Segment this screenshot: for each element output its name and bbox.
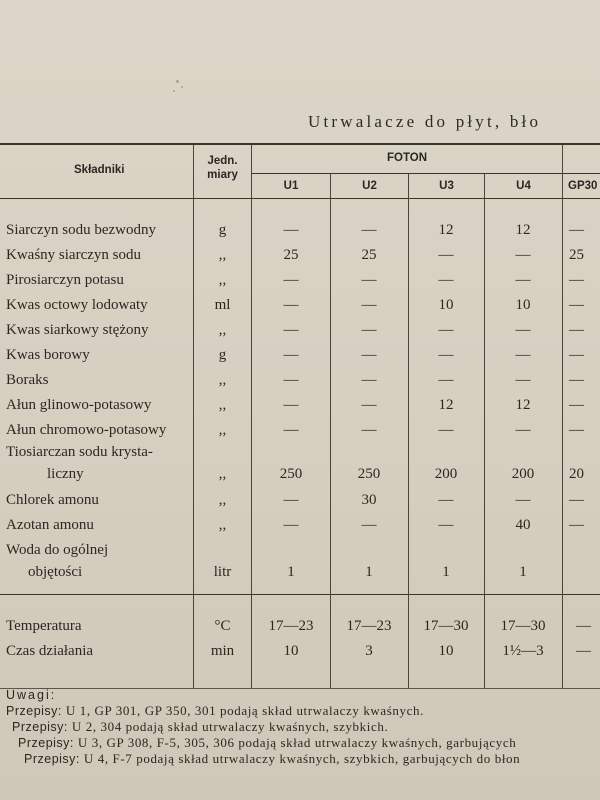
value-cell: 10 xyxy=(438,643,454,659)
value-cell: — xyxy=(438,492,454,508)
value-cell: — xyxy=(283,272,299,288)
header-col-u1: U1 xyxy=(283,180,299,192)
note-line xyxy=(6,703,520,719)
value-cell: — xyxy=(438,422,454,438)
note-label: Przepisy: xyxy=(12,720,68,734)
header-unit-line2: miary xyxy=(207,169,238,181)
value-cell: 10 xyxy=(515,297,531,313)
ingredient-name: liczny xyxy=(47,466,84,482)
note-label: Przepisy: xyxy=(18,736,74,750)
value-cell: — xyxy=(283,517,299,533)
unit-cell: °C xyxy=(214,618,231,634)
value-cell: 17—30 xyxy=(500,618,546,634)
note-label: Przepisy: xyxy=(24,752,80,766)
ingredient-name: Chlorek amonu xyxy=(6,492,99,508)
value-cell: 25 xyxy=(569,247,584,263)
value-cell: 12 xyxy=(515,222,531,238)
note-text: U 4, F-7 podają skład utrwalaczy kwaśnych, szybkich, garbujących do błon xyxy=(83,751,521,766)
unit-cell: litr xyxy=(213,564,232,580)
unit-cell: ,, xyxy=(218,466,227,482)
value-cell: — xyxy=(283,347,299,363)
value-cell: — xyxy=(361,297,377,313)
header-skladniki: Składniki xyxy=(74,164,125,176)
value-cell: — xyxy=(569,397,584,413)
header-col-u3: U3 xyxy=(439,180,454,192)
value-cell: — xyxy=(361,422,377,438)
unit-cell: ,, xyxy=(218,422,227,438)
unit-cell: ,, xyxy=(218,492,227,508)
column-divider xyxy=(562,145,563,688)
value-cell: 200 xyxy=(511,466,535,482)
column-divider xyxy=(251,145,252,688)
value-cell: 20 xyxy=(569,466,584,482)
notes-lines xyxy=(6,703,520,767)
value-cell: 1 xyxy=(365,564,373,580)
value-cell: 40 xyxy=(515,517,531,533)
value-cell: — xyxy=(283,222,299,238)
value-cell: — xyxy=(569,222,584,238)
value-cell: — xyxy=(515,492,531,508)
value-cell: 250 xyxy=(279,466,303,482)
value-cell: 17—30 xyxy=(423,618,469,634)
value-cell: 12 xyxy=(515,397,531,413)
ingredient-name: Kwas siarkowy stężony xyxy=(6,322,149,338)
value-cell: 1 xyxy=(442,564,450,580)
value-cell: 12 xyxy=(438,222,454,238)
header-group-foton: FOTON xyxy=(386,152,428,164)
ingredient-name: Ałun chromowo-potasowy xyxy=(6,422,167,438)
ingredient-name: Azotan amonu xyxy=(6,517,94,533)
value-cell: 1 xyxy=(519,564,527,580)
value-cell: — xyxy=(361,322,377,338)
table-title: Utrwalacze do płyt, bło xyxy=(308,112,542,131)
unit-cell: g xyxy=(218,222,227,238)
note-line xyxy=(24,751,520,767)
value-cell: — xyxy=(569,322,584,338)
note-text: U 1, GP 301, GP 350, 301 podają skład utrwalaczy kwaśnych. xyxy=(65,703,424,718)
value-cell: 25 xyxy=(283,247,299,263)
ingredient-name: Ałun glinowo-potasowy xyxy=(6,397,152,413)
group-header-rule xyxy=(251,173,600,174)
value-cell: — xyxy=(576,618,591,634)
value-cell: — xyxy=(361,222,377,238)
column-divider xyxy=(408,174,409,688)
value-cell: 17—23 xyxy=(346,618,392,634)
value-cell: — xyxy=(283,422,299,438)
unit-cell: min xyxy=(210,643,235,659)
ingredient-name: Woda do ogólnej xyxy=(6,542,109,558)
section-rule xyxy=(0,594,600,595)
value-cell: 10 xyxy=(438,297,454,313)
column-divider xyxy=(330,174,331,688)
value-cell: — xyxy=(515,372,531,388)
header-col-u4: U4 xyxy=(516,180,531,192)
paper-speck xyxy=(173,90,175,92)
value-cell: — xyxy=(283,297,299,313)
value-cell: — xyxy=(283,372,299,388)
notes-section xyxy=(6,688,520,767)
notes-heading: Uwagi: xyxy=(6,688,57,702)
value-cell: 3 xyxy=(365,643,373,659)
value-cell: 1½—3 xyxy=(502,643,544,659)
note-line xyxy=(12,719,520,735)
unit-cell: ,, xyxy=(218,272,227,288)
unit-cell: ,, xyxy=(218,372,227,388)
ingredient-name: Pirosiarczyn potasu xyxy=(6,272,124,288)
value-cell: 10 xyxy=(283,643,299,659)
header-unit-line1: Jedn. xyxy=(207,155,238,167)
paper-speck xyxy=(181,86,183,88)
value-cell: — xyxy=(438,272,454,288)
value-cell: — xyxy=(361,347,377,363)
note-line xyxy=(18,735,520,751)
ingredient-name: Tiosiarczan sodu krysta- xyxy=(6,444,153,460)
value-cell: 17—23 xyxy=(268,618,314,634)
value-cell: 12 xyxy=(438,397,454,413)
value-cell: — xyxy=(361,272,377,288)
value-cell: — xyxy=(515,422,531,438)
value-cell: — xyxy=(569,297,584,313)
value-cell: — xyxy=(438,322,454,338)
value-cell: — xyxy=(515,347,531,363)
value-cell: — xyxy=(361,397,377,413)
value-cell: — xyxy=(569,347,584,363)
header-col-gp30: GP30 xyxy=(568,180,598,192)
value-cell: 1 xyxy=(287,564,295,580)
value-cell: 25 xyxy=(361,247,377,263)
note-text: U 3, GP 308, F-5, 305, 306 podają skład utrwalaczy kwaśnych, garbujących xyxy=(77,735,517,750)
value-cell: — xyxy=(438,247,454,263)
paper-speck xyxy=(176,80,179,83)
unit-cell: ,, xyxy=(218,397,227,413)
value-cell: 30 xyxy=(361,492,377,508)
ingredient-name: objętości xyxy=(28,564,83,580)
value-cell: — xyxy=(283,492,299,508)
header-col-u2: U2 xyxy=(362,180,377,192)
note-text: U 2, 304 podają skład utrwalaczy kwaśnych, szybkich. xyxy=(71,719,389,734)
ingredient-name: Kwas borowy xyxy=(6,347,90,363)
value-cell: — xyxy=(283,397,299,413)
ingredient-name: Siarczyn sodu bezwodny xyxy=(6,222,156,238)
condition-name: Temperatura xyxy=(6,618,82,634)
table-top-rule xyxy=(0,143,600,145)
value-cell: 250 xyxy=(357,466,381,482)
unit-cell: ,, xyxy=(218,247,227,263)
value-cell: — xyxy=(576,643,591,659)
ingredient-name: Kwas octowy lodowaty xyxy=(6,297,148,313)
value-cell: 200 xyxy=(434,466,458,482)
unit-cell: ml xyxy=(214,297,231,313)
value-cell: — xyxy=(361,372,377,388)
value-cell: — xyxy=(438,347,454,363)
value-cell: — xyxy=(283,322,299,338)
unit-cell: ,, xyxy=(218,517,227,533)
value-cell: — xyxy=(569,422,584,438)
ingredient-name: Kwaśny siarczyn sodu xyxy=(6,247,141,263)
value-cell: — xyxy=(569,272,584,288)
condition-name: Czas działania xyxy=(6,643,94,659)
value-cell: — xyxy=(361,517,377,533)
column-divider xyxy=(484,174,485,688)
header-bottom-rule xyxy=(0,198,600,199)
value-cell: — xyxy=(515,272,531,288)
ingredient-name: Boraks xyxy=(6,372,49,388)
value-cell: — xyxy=(438,372,454,388)
value-cell: — xyxy=(569,372,584,388)
value-cell: — xyxy=(438,517,454,533)
note-label: Przepisy: xyxy=(6,704,62,718)
value-cell: — xyxy=(569,517,584,533)
unit-cell: ,, xyxy=(218,322,227,338)
value-cell: — xyxy=(515,247,531,263)
value-cell: — xyxy=(515,322,531,338)
value-cell: — xyxy=(569,492,584,508)
unit-cell: g xyxy=(218,347,227,363)
